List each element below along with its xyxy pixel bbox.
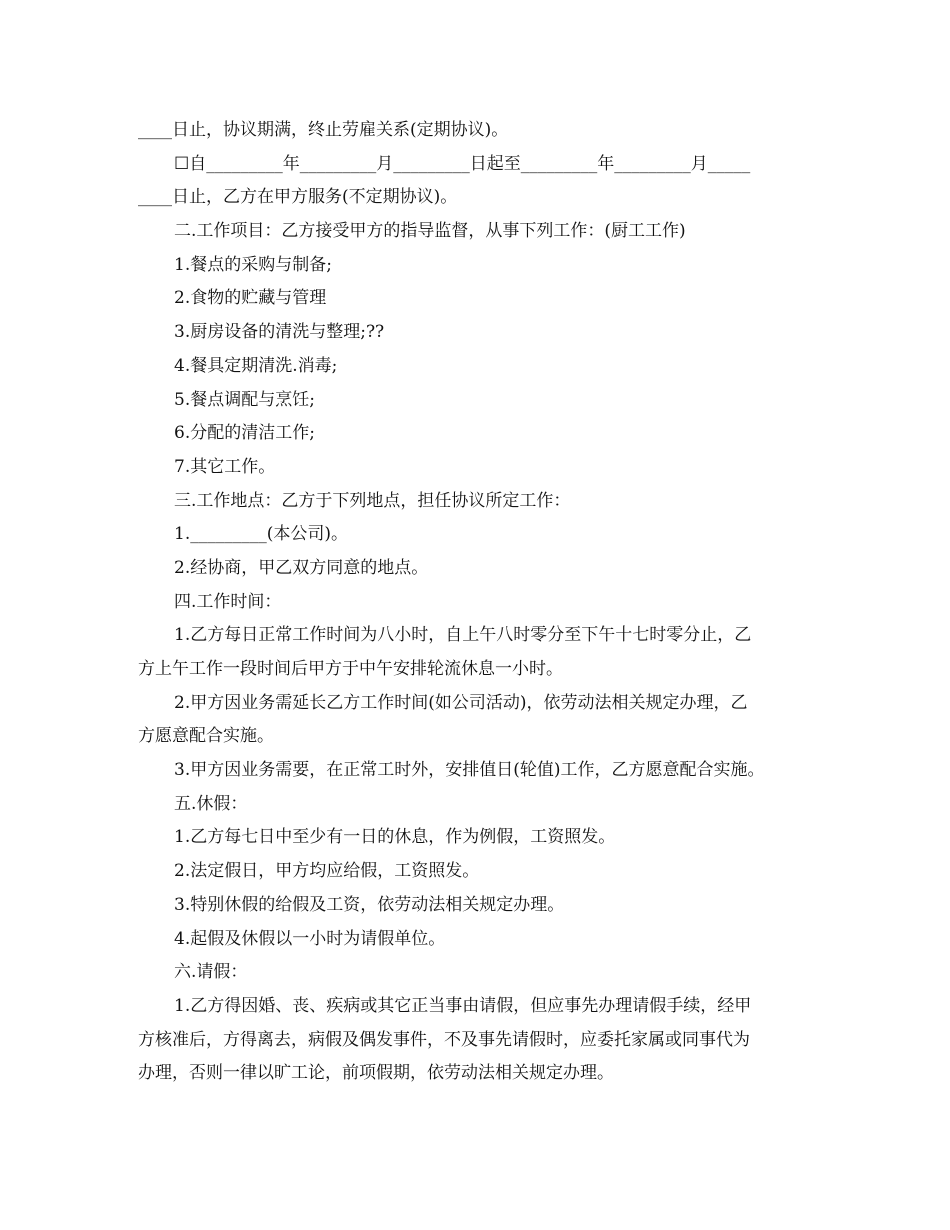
text-line: 1.餐点的采购与制备; [174, 254, 332, 275]
text-line: 四.工作时间： [174, 591, 282, 612]
text-line: ____日止，协议期满，终止劳雇关系(定期协议)。 [138, 120, 509, 140]
text-line: 4.餐具定期清洗.消毒; [174, 355, 338, 376]
text-line: 3.甲方因业务需要，在正常工时外，安排值日(轮值)工作，乙方愿意配合实施。 [174, 760, 765, 781]
text-line: 1.乙方得因婚、丧、疾病或其它正当事由请假，但应事先办理请假手续，经甲 [174, 995, 752, 1016]
text-line: 六.请假： [174, 962, 248, 983]
text-line: 办理，否则一律以旷工论，前项假期，依劳动法相关规定办理。 [138, 1063, 614, 1084]
text-line: 3.厨房设备的清洗与整理;?? [174, 322, 385, 343]
text-line: 三.工作地点：乙方于下列地点，担任协议所定工作： [174, 490, 571, 511]
text-line: 2.甲方因业务需延长乙方工作时间(如公司活动)，依劳动法相关规定办理，乙 [174, 692, 748, 713]
text-line: 方上午工作一段时间后甲方于中午安排轮流休息一小时。 [138, 659, 563, 679]
text-line: 2.经协商，甲乙双方同意的地点。 [174, 557, 429, 578]
text-line: 二.工作项目：乙方接受甲方的指导监督，从事下列工作：(厨工工作) [174, 221, 686, 242]
text-line: 1._________(本公司)。 [174, 524, 348, 545]
text-line: 方核准后，方得离去，病假及偶发事件，不及事先请假时，应委托家属或同事代为 [138, 1029, 750, 1050]
text-line: 五.休假： [174, 793, 248, 814]
text-line: 方愿意配合实施。 [138, 726, 274, 747]
text-line: 6.分配的清洁工作; [174, 423, 315, 444]
text-line: 2.法定假日，甲方均应给假，工资照发。 [174, 861, 480, 882]
text-line: 1.乙方每七日中至少有一日的休息，作为例假，工资照发。 [174, 827, 616, 848]
text-line: 5.餐点调配与烹饪; [174, 389, 315, 410]
text-line: 4.起假及休假以一小时为请假单位。 [174, 928, 446, 949]
text-line: 3.特别休假的给假及工资，依劳动法相关规定办理。 [174, 894, 565, 915]
text-line: ☐自_________年_________月_________日起至_________年_________月_____ [174, 153, 751, 174]
contract-body [138, 114, 828, 1091]
text-line: 1.乙方每日正常工作时间为八小时，自上午八时零分至下午十七时零分止，乙 [174, 625, 752, 646]
text-line: ____日止，乙方在甲方服务(不定期协议)。 [138, 187, 458, 208]
text-line: 2.食物的贮藏与管理 [174, 288, 327, 309]
text-line: 7.其它工作。 [174, 456, 276, 477]
